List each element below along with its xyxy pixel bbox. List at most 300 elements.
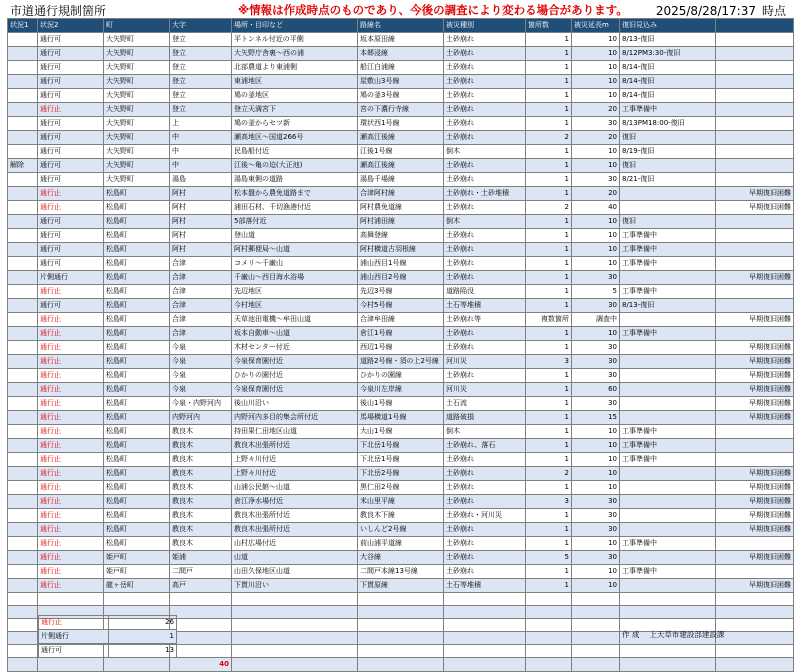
table-cell — [620, 467, 716, 481]
table-cell: 松島町 — [104, 495, 170, 509]
table-row — [8, 187, 794, 201]
table-cell: 通行可 — [38, 257, 104, 271]
table-cell: 今村5号線 — [358, 299, 444, 313]
table-cell: 早期復旧困難 — [716, 523, 794, 537]
summary-value: 1 — [109, 630, 177, 644]
table-cell: 通行可 — [38, 117, 104, 131]
table-cell: 30 — [572, 173, 620, 187]
table-cell: 上 — [170, 117, 232, 131]
table-cell: 早期復旧困難 — [716, 355, 794, 369]
table-cell: 江後1号線 — [358, 145, 444, 159]
table-cell: 10 — [572, 565, 620, 579]
column-header: 町 — [104, 19, 170, 33]
table-row — [8, 341, 794, 355]
table-cell: 本郷浸線 — [358, 47, 444, 61]
column-header: 復旧見込み — [620, 19, 716, 33]
table-cell: 30 — [572, 397, 620, 411]
table-row — [8, 103, 794, 117]
table-cell: 1 — [526, 187, 572, 201]
total-count: 40 — [170, 658, 232, 672]
table-cell: 10 — [572, 145, 620, 159]
table-cell: 1 — [526, 145, 572, 159]
table-row — [8, 453, 794, 467]
table-row — [8, 327, 794, 341]
table-cell — [620, 593, 716, 606]
column-header: 場所・目印など — [232, 19, 358, 33]
table-cell: 通行止 — [38, 551, 104, 565]
table-cell — [620, 411, 716, 425]
table-cell: 通行止 — [38, 397, 104, 411]
table-cell: 松島町 — [104, 453, 170, 467]
table-cell: 姫戸町 — [104, 551, 170, 565]
table-row — [8, 229, 794, 243]
table-cell — [444, 593, 526, 606]
table-cell: 8/12PM3:30-復旧 — [620, 47, 716, 61]
table-cell: 早期復旧困難 — [716, 509, 794, 523]
table-cell: 1 — [526, 579, 572, 593]
column-header: 被災延長m — [572, 19, 620, 33]
table-cell: 大矢野町 — [104, 159, 170, 173]
table-cell: 1 — [526, 61, 572, 75]
table-cell — [104, 593, 170, 606]
table-cell: 土砂崩れ — [444, 61, 526, 75]
table-cell: 登立 — [170, 33, 232, 47]
table-cell: 1 — [526, 481, 572, 495]
table-row — [8, 467, 794, 481]
table-cell — [8, 187, 38, 201]
table-cell: 教良木 — [170, 537, 232, 551]
table-cell: 二間戸本線13号線 — [358, 565, 444, 579]
table-body — [8, 33, 794, 672]
table-cell: 阿村農免道線 — [358, 201, 444, 215]
table-cell: 倒木 — [444, 425, 526, 439]
table-cell: 松島町 — [104, 341, 170, 355]
table-cell: 10 — [572, 75, 620, 89]
table-cell: 10 — [572, 327, 620, 341]
table-cell: 馬場横道1号線 — [358, 411, 444, 425]
table-cell — [572, 658, 620, 672]
table-cell — [716, 439, 794, 453]
table-cell: 河川災 — [444, 383, 526, 397]
table-row — [8, 425, 794, 439]
table-cell: 通行可 — [38, 47, 104, 61]
table-cell: 早期復旧困難 — [716, 271, 794, 285]
table-cell — [572, 619, 620, 632]
table-cell — [526, 632, 572, 645]
table-cell: 土砂崩れ — [444, 495, 526, 509]
table-cell — [8, 425, 38, 439]
table-cell — [8, 579, 38, 593]
table-cell: 通行止 — [38, 537, 104, 551]
table-cell: 通行可 — [38, 243, 104, 257]
table-cell: 土砂崩れ — [444, 131, 526, 145]
table-row — [8, 89, 794, 103]
table-cell: 工事準備中 — [620, 425, 716, 439]
table-cell: 松島町 — [104, 537, 170, 551]
timestamp-date: 2025/8/28/17:37 — [655, 4, 756, 18]
table-cell: 今村地区 — [232, 299, 358, 313]
table-cell: 1 — [526, 299, 572, 313]
table-cell: 土砂崩れ — [444, 467, 526, 481]
table-cell: 松島町 — [104, 397, 170, 411]
table-cell: 10 — [572, 467, 620, 481]
table-cell: 通行止 — [38, 327, 104, 341]
table-cell — [170, 632, 232, 645]
table-cell: 山村広場付近 — [232, 537, 358, 551]
table-cell: 10 — [572, 439, 620, 453]
summary-value: 26 — [109, 616, 177, 630]
table-cell: 木材センター付近 — [232, 341, 358, 355]
table-cell: 松島町 — [104, 229, 170, 243]
table-cell: 今泉保育園付近 — [232, 355, 358, 369]
table-header-row — [8, 19, 794, 33]
table-cell: 鳩の釜3号線 — [358, 89, 444, 103]
table-cell: 土砂崩れ等 — [444, 313, 526, 327]
table-cell — [620, 369, 716, 383]
table-cell: 湯島 — [170, 173, 232, 187]
table-cell — [716, 593, 794, 606]
table-cell: 合津 — [170, 257, 232, 271]
table-cell: 中 — [170, 159, 232, 173]
table-row — [8, 47, 794, 61]
table-cell: 大矢野町 — [104, 103, 170, 117]
table-cell: 1 — [526, 229, 572, 243]
table-cell: 瀬高江後線 — [358, 131, 444, 145]
table-cell — [8, 257, 38, 271]
table-cell: 阿村 — [170, 229, 232, 243]
table-cell: 通行止 — [38, 355, 104, 369]
table-cell — [716, 453, 794, 467]
table-cell: コメリ～千巌山 — [232, 257, 358, 271]
table-cell: 土砂崩れ — [444, 117, 526, 131]
table-cell — [8, 537, 38, 551]
table-cell: 通行止 — [38, 341, 104, 355]
table-cell: 今泉 — [170, 383, 232, 397]
table-cell: 10 — [572, 453, 620, 467]
table-cell: 1 — [526, 439, 572, 453]
table-cell: 天草池田電機～牟田山道 — [232, 313, 358, 327]
table-cell — [620, 579, 716, 593]
table-cell: 通行可 — [38, 159, 104, 173]
table-cell: 瀬高江後線 — [358, 159, 444, 173]
table-cell — [104, 658, 170, 672]
table-cell: 合津 — [170, 327, 232, 341]
table-cell: 早期復旧困難 — [716, 397, 794, 411]
table-cell — [8, 75, 38, 89]
table-cell: 東浦地区 — [232, 75, 358, 89]
table-cell — [716, 173, 794, 187]
table-cell: 土砂崩れ — [444, 103, 526, 117]
table-cell — [8, 355, 38, 369]
table-cell: 松島町 — [104, 215, 170, 229]
table-cell: 土砂崩れ — [444, 229, 526, 243]
table-cell — [8, 33, 38, 47]
table-row — [8, 551, 794, 565]
total-row — [8, 658, 794, 672]
table-cell: 1 — [526, 341, 572, 355]
table-cell — [620, 551, 716, 565]
table-cell: 複数箇所 — [526, 313, 572, 327]
table-cell: 通行可 — [38, 229, 104, 243]
table-cell: 坂本原田線 — [358, 33, 444, 47]
table-cell: ひかりの園線 — [358, 369, 444, 383]
table-cell: 松島町 — [104, 299, 170, 313]
table-cell — [8, 215, 38, 229]
table-cell: 松島町 — [104, 187, 170, 201]
table-cell — [232, 593, 358, 606]
table-cell: 8/13-復旧 — [620, 33, 716, 47]
table-cell: 鳩の釜からセツ新 — [232, 117, 358, 131]
table-cell: 内野河内多目的集会所付近 — [232, 411, 358, 425]
table-cell: 10 — [572, 481, 620, 495]
table-row — [8, 173, 794, 187]
table-cell: 10 — [572, 537, 620, 551]
table-cell: 工事準備中 — [620, 565, 716, 579]
table-cell — [716, 658, 794, 672]
table-cell: 教良木 — [170, 453, 232, 467]
column-header: 大字 — [170, 19, 232, 33]
table-row — [8, 355, 794, 369]
table-cell: 北部農道より東浦側 — [232, 61, 358, 75]
table-cell: 登山道 — [232, 229, 358, 243]
table-cell: 土砂崩れ — [444, 565, 526, 579]
table-cell: 中 — [170, 131, 232, 145]
table-cell — [620, 481, 716, 495]
table-cell: 10 — [572, 215, 620, 229]
table-cell: 8/14-復旧 — [620, 89, 716, 103]
table-row — [8, 117, 794, 131]
table-cell — [620, 523, 716, 537]
table-cell — [8, 606, 38, 619]
table-cell: 阿村 — [170, 215, 232, 229]
table-cell: 土砂崩れ — [444, 341, 526, 355]
table-cell — [444, 606, 526, 619]
table-cell — [620, 201, 716, 215]
table-cell: 湯島東側の道路 — [232, 173, 358, 187]
table-cell: 教良木出張所付近 — [232, 523, 358, 537]
table-cell — [620, 509, 716, 523]
table-cell: 3 — [526, 495, 572, 509]
table-cell: 工事準備中 — [620, 257, 716, 271]
table-cell: 坂本自動車～山道 — [232, 327, 358, 341]
table-cell: 通行止 — [38, 565, 104, 579]
table-cell — [358, 658, 444, 672]
table-cell: 松島町 — [104, 257, 170, 271]
table-row — [8, 33, 794, 47]
table-cell — [170, 619, 232, 632]
table-cell: 早期復旧困難 — [716, 313, 794, 327]
table-cell: 10 — [572, 33, 620, 47]
table-cell: 阿村横道古羽根線 — [358, 243, 444, 257]
table-cell — [620, 383, 716, 397]
table-row — [8, 495, 794, 509]
table-cell: 1 — [526, 537, 572, 551]
table-cell — [716, 159, 794, 173]
table-cell: 教良木 — [170, 425, 232, 439]
table-cell: 復旧 — [620, 131, 716, 145]
table-cell: 登立 — [170, 61, 232, 75]
table-cell: 通行止 — [38, 439, 104, 453]
table-cell: 解除 — [8, 159, 38, 173]
table-cell: 教良木 — [170, 481, 232, 495]
table-row — [8, 61, 794, 75]
table-cell: 早期復旧困難 — [716, 495, 794, 509]
table-cell: 10 — [572, 159, 620, 173]
table-cell: 30 — [572, 523, 620, 537]
table-cell: 通行可 — [38, 299, 104, 313]
table-row — [8, 397, 794, 411]
table-cell: 教良木下線 — [358, 509, 444, 523]
table-cell: 大矢野町 — [104, 89, 170, 103]
table-cell: 大山1号線 — [358, 425, 444, 439]
table-row — [8, 243, 794, 257]
table-cell: 通行止 — [38, 411, 104, 425]
table-cell: 宮の下濃行寺線 — [358, 103, 444, 117]
table-cell — [8, 243, 38, 257]
table-row — [8, 145, 794, 159]
table-cell: 松島町 — [104, 285, 170, 299]
table-cell: 今泉川左岸線 — [358, 383, 444, 397]
table-cell: 大矢野町 — [104, 33, 170, 47]
table-cell — [716, 327, 794, 341]
table-cell: 大矢野町 — [104, 145, 170, 159]
table-cell: 土石流 — [444, 397, 526, 411]
table-cell: 工事準備中 — [620, 103, 716, 117]
table-cell: 土砂崩れ — [444, 453, 526, 467]
table-cell: 10 — [572, 229, 620, 243]
table-cell: 山田久保地区山道 — [232, 565, 358, 579]
table-cell — [232, 632, 358, 645]
table-cell: 2 — [526, 131, 572, 145]
table-cell: 工事準備中 — [620, 537, 716, 551]
table-cell: 8/19-復旧 — [620, 145, 716, 159]
table-cell: 通行止 — [38, 495, 104, 509]
table-cell — [38, 658, 104, 672]
table-cell: 土砂崩れ — [444, 481, 526, 495]
table-cell — [8, 453, 38, 467]
table-cell: 船江白浦線 — [358, 61, 444, 75]
table-cell: 西辺1号線 — [358, 341, 444, 355]
table-cell: 通行止 — [38, 453, 104, 467]
table-cell — [620, 658, 716, 672]
table-cell: 通行止 — [38, 509, 104, 523]
table-cell: 1 — [526, 75, 572, 89]
table-cell: 道路破損 — [444, 411, 526, 425]
summary-label: 通行可 — [39, 644, 109, 658]
table-cell: 倒木 — [444, 215, 526, 229]
table-cell: 後山川沿い — [232, 397, 358, 411]
table-row — [8, 369, 794, 383]
table-cell — [444, 619, 526, 632]
table-cell — [8, 551, 38, 565]
table-cell: 1 — [526, 565, 572, 579]
table-cell: 土砂崩れ — [444, 271, 526, 285]
table-cell — [8, 467, 38, 481]
table-cell: 阿村 — [170, 201, 232, 215]
table-cell: 1 — [526, 33, 572, 47]
table-cell: 通行可 — [38, 33, 104, 47]
table-cell: 大矢野町 — [104, 117, 170, 131]
table-cell — [8, 439, 38, 453]
table-cell: 合津 — [170, 299, 232, 313]
table-cell: 大矢野町 — [104, 131, 170, 145]
report-header — [0, 0, 800, 18]
table-cell: 大矢野町 — [104, 47, 170, 61]
table-cell: 8/14-復旧 — [620, 61, 716, 75]
status-summary-table — [38, 615, 177, 658]
table-cell: 復旧 — [620, 159, 716, 173]
table-cell: 大矢野町 — [104, 61, 170, 75]
table-cell: 通行止 — [38, 523, 104, 537]
table-cell — [8, 201, 38, 215]
table-cell: 通行止 — [38, 383, 104, 397]
table-cell — [716, 606, 794, 619]
table-cell — [8, 369, 38, 383]
table-cell: 中 — [170, 145, 232, 159]
table-cell: 土砂崩れ — [444, 75, 526, 89]
table-row — [8, 215, 794, 229]
table-cell: 下貫川沿い — [232, 579, 358, 593]
table-cell: 阿村 — [170, 243, 232, 257]
table-cell — [716, 425, 794, 439]
table-cell — [620, 606, 716, 619]
table-cell: 浦田石材、千切漁港付近 — [232, 201, 358, 215]
summary-row — [39, 616, 177, 630]
table-cell — [8, 397, 38, 411]
table-cell: 20 — [572, 187, 620, 201]
table-cell: 土砂崩れ — [444, 243, 526, 257]
table-cell: 5 — [572, 285, 620, 299]
table-cell — [444, 632, 526, 645]
table-cell — [444, 658, 526, 672]
table-cell: 教良木 — [170, 467, 232, 481]
table-cell: 通行可 — [38, 145, 104, 159]
table-cell — [620, 187, 716, 201]
table-row — [8, 257, 794, 271]
table-cell: 早期復旧困難 — [716, 481, 794, 495]
table-cell — [8, 383, 38, 397]
table-cell — [572, 593, 620, 606]
table-cell: 大矢野庁舎裏～西の浦 — [232, 47, 358, 61]
table-cell: 1 — [526, 397, 572, 411]
table-cell: 阿村 — [170, 187, 232, 201]
table-cell: 合津 — [170, 285, 232, 299]
table-cell — [8, 411, 38, 425]
author-credit — [622, 629, 724, 640]
table-cell: 通行止 — [38, 467, 104, 481]
table-cell: 今泉 — [170, 355, 232, 369]
table-row — [8, 439, 794, 453]
table-cell: 1 — [526, 411, 572, 425]
table-cell — [716, 61, 794, 75]
table-cell: 通行止 — [38, 369, 104, 383]
table-cell: 合津 — [170, 313, 232, 327]
table-cell: 工事準備中 — [620, 327, 716, 341]
table-cell: 松本盤から農免道路まで — [232, 187, 358, 201]
table-cell: 千巌山～西目海水浴場 — [232, 271, 358, 285]
table-cell: 松島町 — [104, 411, 170, 425]
table-cell: 倒木 — [444, 145, 526, 159]
summary-row — [39, 630, 177, 644]
table-cell: 8/21-復旧 — [620, 173, 716, 187]
table-cell: 1 — [526, 523, 572, 537]
table-cell: 早期復旧困難 — [716, 411, 794, 425]
table-cell: 通行可 — [38, 215, 104, 229]
table-cell: 通行止 — [38, 103, 104, 117]
table-cell: 黒仁田2号線 — [358, 481, 444, 495]
summary-label: 通行止 — [39, 616, 109, 630]
table-cell: 工事準備中 — [620, 243, 716, 257]
